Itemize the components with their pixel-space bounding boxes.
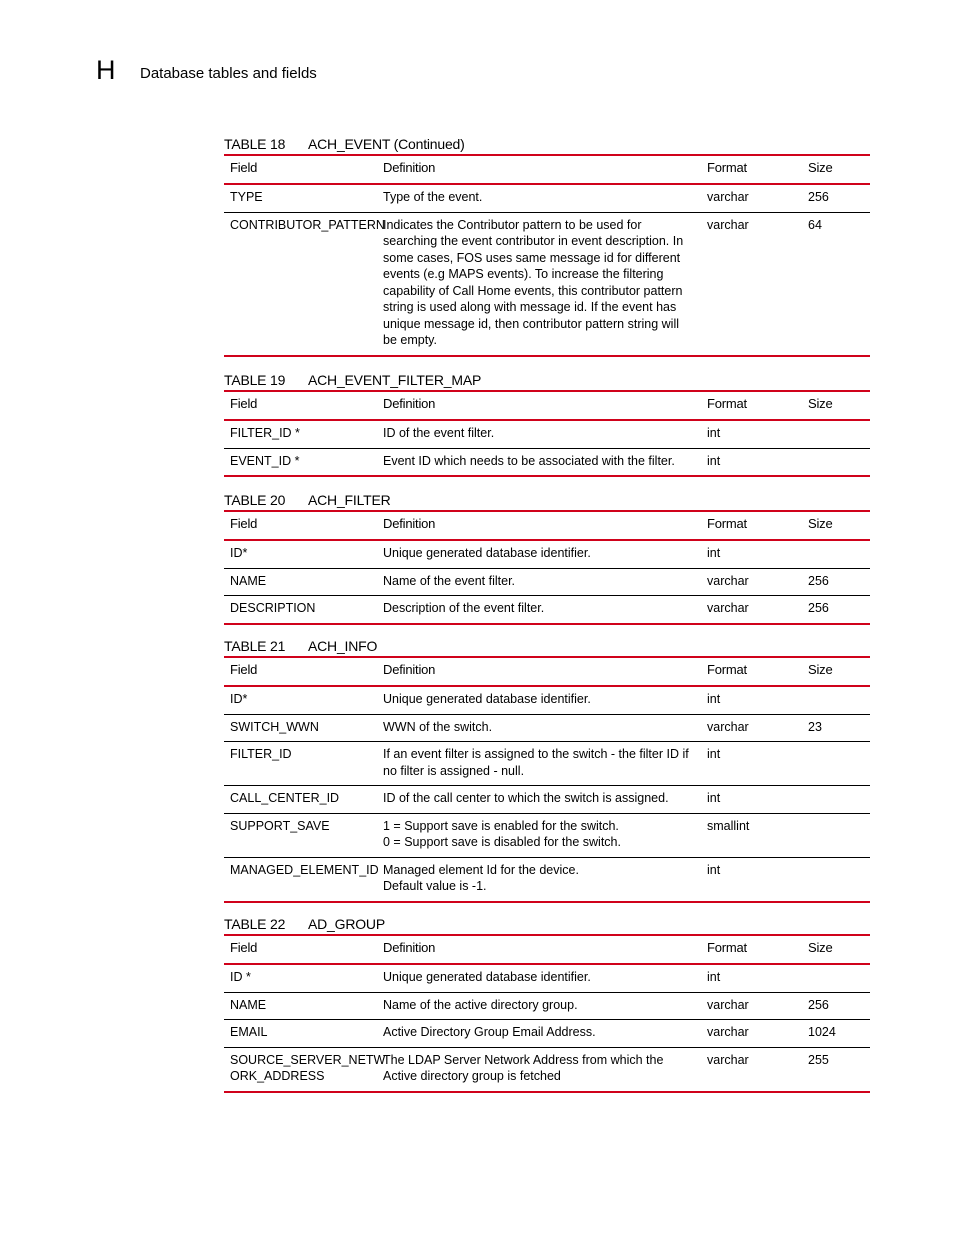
- column-header: Field: [224, 657, 377, 686]
- table-cell: Active Directory Group Email Address.: [377, 1020, 701, 1048]
- table-header-row: [224, 155, 870, 184]
- table-cell: FILTER_ID *: [224, 420, 377, 448]
- column-header: Size: [802, 657, 870, 686]
- table-label: TABLE 21: [224, 638, 286, 654]
- table-cell: [802, 420, 870, 448]
- table-name: ACH_EVENT (Continued): [308, 136, 465, 152]
- table-cell: SOURCE_SERVER_NETW ORK_ADDRESS: [230, 1052, 386, 1083]
- column-header: Size: [802, 155, 870, 184]
- table-cell: 1 = Support save is enabled for the switch. 0 = Support save is disabled for the switch.: [377, 813, 701, 857]
- table-row: [224, 540, 870, 568]
- table-label: TABLE 22: [224, 916, 286, 932]
- table-cell: varchar: [701, 184, 802, 212]
- table-cell: ID*: [224, 540, 377, 568]
- column-header: Format: [701, 657, 802, 686]
- table-label: TABLE 18: [224, 136, 286, 152]
- table-caption: [224, 492, 870, 510]
- data-table: [224, 154, 870, 357]
- table-cell: SUPPORT_SAVE: [224, 813, 377, 857]
- table-cell: The LDAP Server Network Address from which the Active directory group is fetched: [383, 1052, 664, 1083]
- table-cell: [802, 540, 870, 568]
- column-header: Definition: [377, 391, 701, 420]
- table-cell: Managed element Id for the device. Default value is -1.: [383, 862, 579, 893]
- table-cell: Event ID which needs to be associated with the filter.: [383, 453, 675, 468]
- column-header: Definition: [377, 935, 701, 964]
- table-row: [224, 714, 870, 742]
- table-label: TABLE 19: [224, 372, 286, 388]
- table-cell: varchar: [707, 1052, 749, 1067]
- table-cell: ID of the call center to which the switch is assigned.: [377, 786, 701, 814]
- table-cell: Unique generated database identifier.: [377, 686, 701, 714]
- table-block: [224, 136, 870, 357]
- table-cell: EVENT_ID *: [230, 453, 300, 468]
- table-label: TABLE 20: [224, 492, 286, 508]
- column-header: Format: [701, 155, 802, 184]
- table-caption: [224, 136, 870, 154]
- table-cell: varchar: [701, 1020, 802, 1048]
- table-row: [224, 686, 870, 714]
- table-cell: Name of the active directory group.: [377, 992, 701, 1020]
- column-header: Size: [802, 511, 870, 540]
- table-cell: int: [701, 686, 802, 714]
- column-header: Field: [224, 391, 377, 420]
- table-cell: [802, 742, 870, 786]
- table-cell: int: [701, 420, 802, 448]
- table-cell: varchar: [707, 217, 749, 232]
- table-caption: [224, 638, 870, 656]
- table-cell: 256: [802, 184, 870, 212]
- table-header-row: [224, 657, 870, 686]
- table-cell: MANAGED_ELEMENT_ID: [230, 862, 379, 877]
- table-cell: int: [707, 453, 721, 468]
- table-cell: ID*: [224, 686, 377, 714]
- table-cell: CALL_CENTER_ID: [224, 786, 377, 814]
- column-header: Size: [802, 935, 870, 964]
- table-cell: varchar: [701, 568, 802, 596]
- table-block: [224, 372, 870, 477]
- table-cell: ID of the event filter.: [377, 420, 701, 448]
- table-cell: Description of the event filter.: [383, 601, 545, 615]
- table-row: [224, 992, 870, 1020]
- table-cell: 256: [802, 992, 870, 1020]
- table-cell: TYPE: [224, 184, 377, 212]
- table-cell: DESCRIPTION: [230, 601, 316, 615]
- table-cell: 256: [808, 601, 829, 615]
- table-cell: NAME: [224, 568, 377, 596]
- table-row: [224, 857, 870, 902]
- table-row: [224, 184, 870, 212]
- table-cell: FILTER_ID: [224, 742, 377, 786]
- table-name: ACH_INFO: [308, 638, 378, 654]
- table-cell: int: [707, 862, 721, 877]
- table-cell: WWN of the switch.: [377, 714, 701, 742]
- table-cell: SWITCH_WWN: [224, 714, 377, 742]
- table-block: [224, 492, 870, 625]
- data-table: [224, 390, 870, 477]
- table-cell: [802, 964, 870, 992]
- table-cell: [802, 686, 870, 714]
- table-cell: varchar: [707, 601, 749, 615]
- table-cell: Indicates the Contributor pattern to be used for searching the event contributor in event description. In some cases, FOS uses same message id for different events (e.g MAPS events). To increase the filtering capability of Call Home events, this contributor pattern string is used along with message id. If the event has unique message id, then contributor pattern string will be empty.: [383, 217, 684, 347]
- chapter-title: Database tables and fields: [140, 65, 317, 82]
- table-cell: int: [701, 964, 802, 992]
- table-caption: [224, 372, 870, 390]
- table-row: [224, 212, 870, 356]
- table-cell: 23: [802, 714, 870, 742]
- data-table: [224, 510, 870, 625]
- chapter-letter: H: [96, 55, 116, 85]
- table-cell: int: [701, 540, 802, 568]
- column-header: Definition: [377, 511, 701, 540]
- table-cell: Unique generated database identifier.: [377, 540, 701, 568]
- table-caption: [224, 916, 870, 934]
- table-cell: 255: [808, 1052, 829, 1067]
- table-header-row: [224, 935, 870, 964]
- table-cell: int: [701, 786, 802, 814]
- column-header: Size: [802, 391, 870, 420]
- table-block: [224, 916, 870, 1093]
- table-cell: [802, 857, 870, 902]
- table-name: AD_GROUP: [308, 916, 385, 932]
- table-name: ACH_FILTER: [308, 492, 391, 508]
- table-cell: int: [701, 742, 802, 786]
- table-row: [224, 742, 870, 786]
- table-cell: Type of the event.: [377, 184, 701, 212]
- table-cell: 1024: [802, 1020, 870, 1048]
- table-row: [224, 1047, 870, 1092]
- table-header-row: [224, 511, 870, 540]
- table-block: [224, 638, 870, 903]
- table-cell: Name of the event filter.: [377, 568, 701, 596]
- table-row: [224, 1020, 870, 1048]
- table-cell: varchar: [701, 992, 802, 1020]
- column-header: Field: [224, 155, 377, 184]
- table-header-row: [224, 391, 870, 420]
- data-table: [224, 934, 870, 1093]
- table-cell: If an event filter is assigned to the switch - the filter ID if no filter is assigned - null.: [377, 742, 701, 786]
- column-header: Field: [224, 935, 377, 964]
- column-header: Format: [701, 511, 802, 540]
- table-row: [224, 786, 870, 814]
- table-row: [224, 596, 870, 624]
- column-header: Definition: [377, 657, 701, 686]
- table-row: [224, 964, 870, 992]
- table-cell: NAME: [224, 992, 377, 1020]
- column-header: Format: [701, 935, 802, 964]
- table-row: [224, 420, 870, 448]
- table-row: [224, 813, 870, 857]
- table-row: [224, 448, 870, 476]
- table-row: [224, 568, 870, 596]
- table-cell: CONTRIBUTOR_PATTERN: [230, 217, 385, 232]
- data-table: [224, 656, 870, 903]
- column-header: Definition: [377, 155, 701, 184]
- table-cell: 64: [808, 217, 822, 232]
- table-cell: varchar: [701, 714, 802, 742]
- table-cell: [802, 813, 870, 857]
- table-cell: EMAIL: [224, 1020, 377, 1048]
- table-cell: [802, 448, 870, 476]
- column-header: Format: [701, 391, 802, 420]
- table-cell: Unique generated database identifier.: [377, 964, 701, 992]
- table-cell: [802, 786, 870, 814]
- table-cell: smallint: [701, 813, 802, 857]
- table-cell: ID *: [224, 964, 377, 992]
- column-header: Field: [224, 511, 377, 540]
- table-name: ACH_EVENT_FILTER_MAP: [308, 372, 482, 388]
- table-cell: 256: [802, 568, 870, 596]
